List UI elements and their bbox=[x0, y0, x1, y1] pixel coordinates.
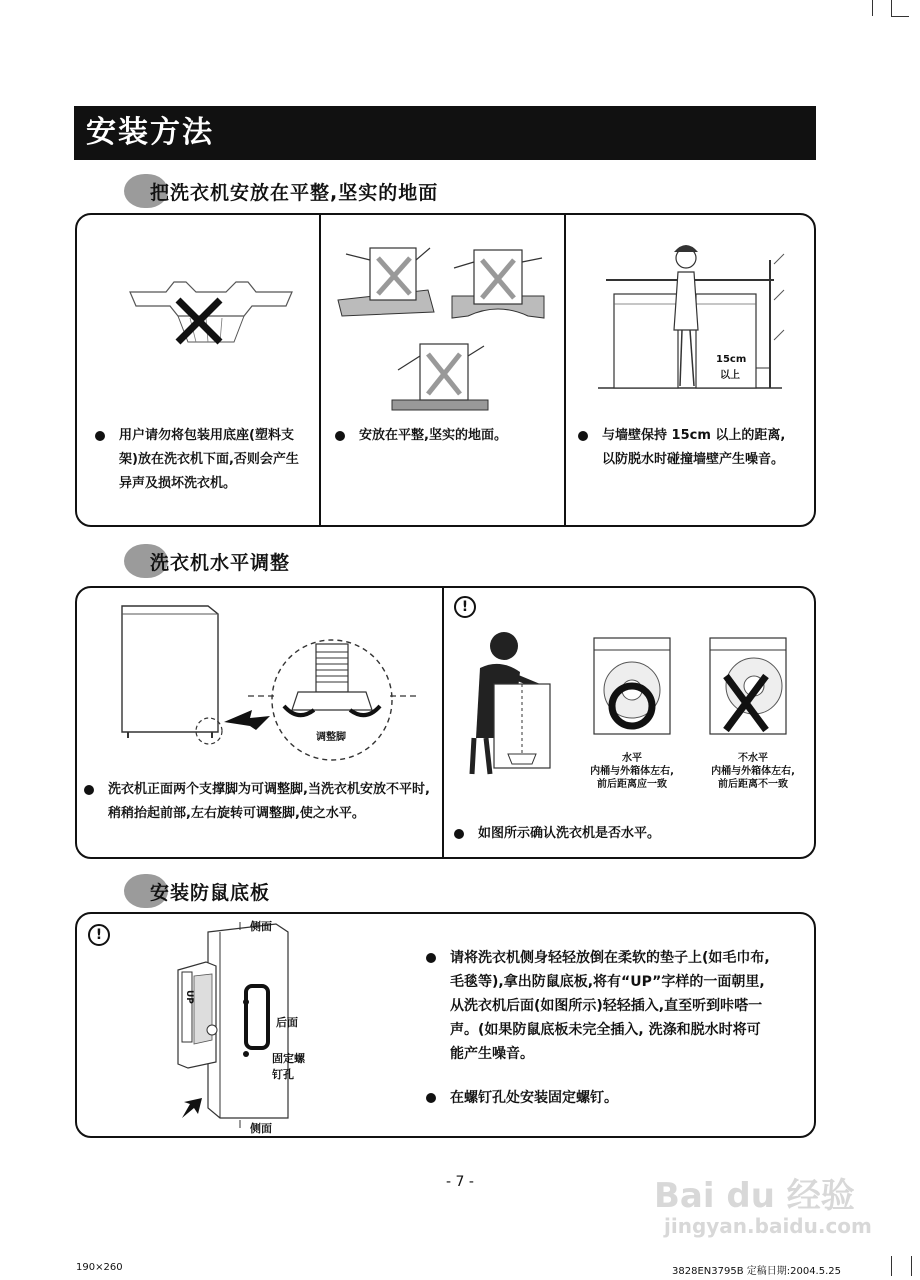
bullet-icon bbox=[426, 953, 436, 963]
screw-hole-label: 固定螺 bbox=[272, 1052, 305, 1065]
floor-bullet-wall: 与墙壁保持 15cm 以上的距离,以防脱水时碰撞墙壁产生噪音。 bbox=[578, 424, 798, 472]
unlevel-drum-illustration bbox=[708, 636, 788, 736]
board-up-text: UP bbox=[184, 990, 194, 1004]
bullet-icon bbox=[426, 1093, 436, 1103]
arrow-right-icon bbox=[222, 706, 272, 736]
arrow-right-icon bbox=[180, 1098, 206, 1120]
section-heading-text: 洗衣机水平调整 bbox=[150, 552, 291, 574]
warning-exclamation-icon: ! bbox=[88, 924, 110, 946]
bullet-icon bbox=[454, 829, 464, 839]
footer-code: 3828EN3795B 定稿日期:2004.5.25 bbox=[672, 1266, 841, 1277]
bullet-icon bbox=[578, 431, 588, 441]
unlevel-caption bbox=[694, 752, 812, 791]
bullet-icon bbox=[84, 785, 94, 795]
bullet-icon bbox=[95, 431, 105, 441]
page-title: 安装方法 bbox=[74, 106, 816, 160]
bullet-icon bbox=[335, 431, 345, 441]
side-label-bottom: 侧面 bbox=[250, 1122, 272, 1135]
screw-hole-label: 钉孔 bbox=[272, 1068, 294, 1081]
crop-mark bbox=[911, 1256, 912, 1276]
unlevel-line: 前后距离不一致 bbox=[718, 779, 788, 790]
warning-exclamation-icon: ! bbox=[454, 596, 476, 618]
distance-label: 15cm bbox=[716, 354, 747, 365]
board-bullet-screw: 在螺钉孔处安装固定螺钉。 bbox=[426, 1086, 774, 1110]
panel-divider bbox=[442, 587, 444, 858]
distance-label: 以上 bbox=[720, 370, 740, 381]
level-line: 前后距离应一致 bbox=[597, 779, 667, 790]
adjustable-foot-label: 调整脚 bbox=[316, 732, 346, 743]
level-bullet-check: 如图所示确认洗衣机是否水平。 bbox=[454, 822, 794, 846]
watermark-url: jingyan.baidu.com bbox=[664, 1214, 872, 1238]
panel-divider bbox=[319, 214, 321, 526]
crop-mark bbox=[891, 0, 892, 16]
board-bullet-insert: 请将洗衣机侧身轻轻放倒在柔软的垫子上(如毛巾布,毛毯等),拿出防鼠底板,将有“UP”字样的一面朝里,从洗衣机后面(如图所示)轻轻插入,直至听到咔嗒一声。(如果防鼠底板未完全插入, 洗涤和脱水时将可能产生噪音。 bbox=[426, 946, 774, 1066]
floor-bullet-flat: 安放在平整,坚实的地面。 bbox=[335, 424, 555, 448]
watermark-brand: Bai du 经验 bbox=[654, 1176, 855, 1216]
adjustable-foot-detail bbox=[268, 636, 398, 766]
level-drum-illustration bbox=[592, 636, 672, 736]
uneven-floor-illustration bbox=[338, 240, 548, 410]
cross-mark-icon bbox=[174, 296, 224, 346]
level-line: 内桶与外箱体左右, bbox=[590, 766, 674, 777]
side-label-top: 侧面 bbox=[250, 920, 272, 933]
level-caption bbox=[574, 752, 690, 791]
section-heading-text: 安装防鼠底板 bbox=[150, 882, 271, 904]
crop-mark bbox=[891, 16, 909, 17]
crop-mark bbox=[891, 1256, 892, 1276]
unlevel-title: 不水平 bbox=[738, 753, 768, 764]
footer-size: 190×260 bbox=[76, 1262, 123, 1273]
panel-divider bbox=[564, 214, 566, 526]
page-number: - 7 - bbox=[446, 1174, 474, 1190]
wall-distance-illustration bbox=[598, 240, 788, 390]
person-checking-illustration bbox=[460, 628, 570, 778]
foot-highlight-circle bbox=[194, 716, 224, 746]
crop-mark bbox=[872, 0, 873, 16]
level-bullet-adjust: 洗衣机正面两个支撑脚为可调整脚,当洗衣机安放不平时,稍稍抬起前部,左右旋转可调整脚,使之水平。 bbox=[84, 778, 434, 826]
back-label: 后面 bbox=[276, 1016, 298, 1029]
section-heading-text: 把洗衣机安放在平整,坚实的地面 bbox=[150, 182, 439, 204]
level-title: 水平 bbox=[622, 753, 642, 764]
unlevel-line: 内桶与外箱体左右, bbox=[711, 766, 795, 777]
floor-bullet-packaging: 用户请勿将包装用底座(塑料支架)放在洗衣机下面,否则会产生异声及损坏洗衣机。 bbox=[95, 424, 305, 496]
